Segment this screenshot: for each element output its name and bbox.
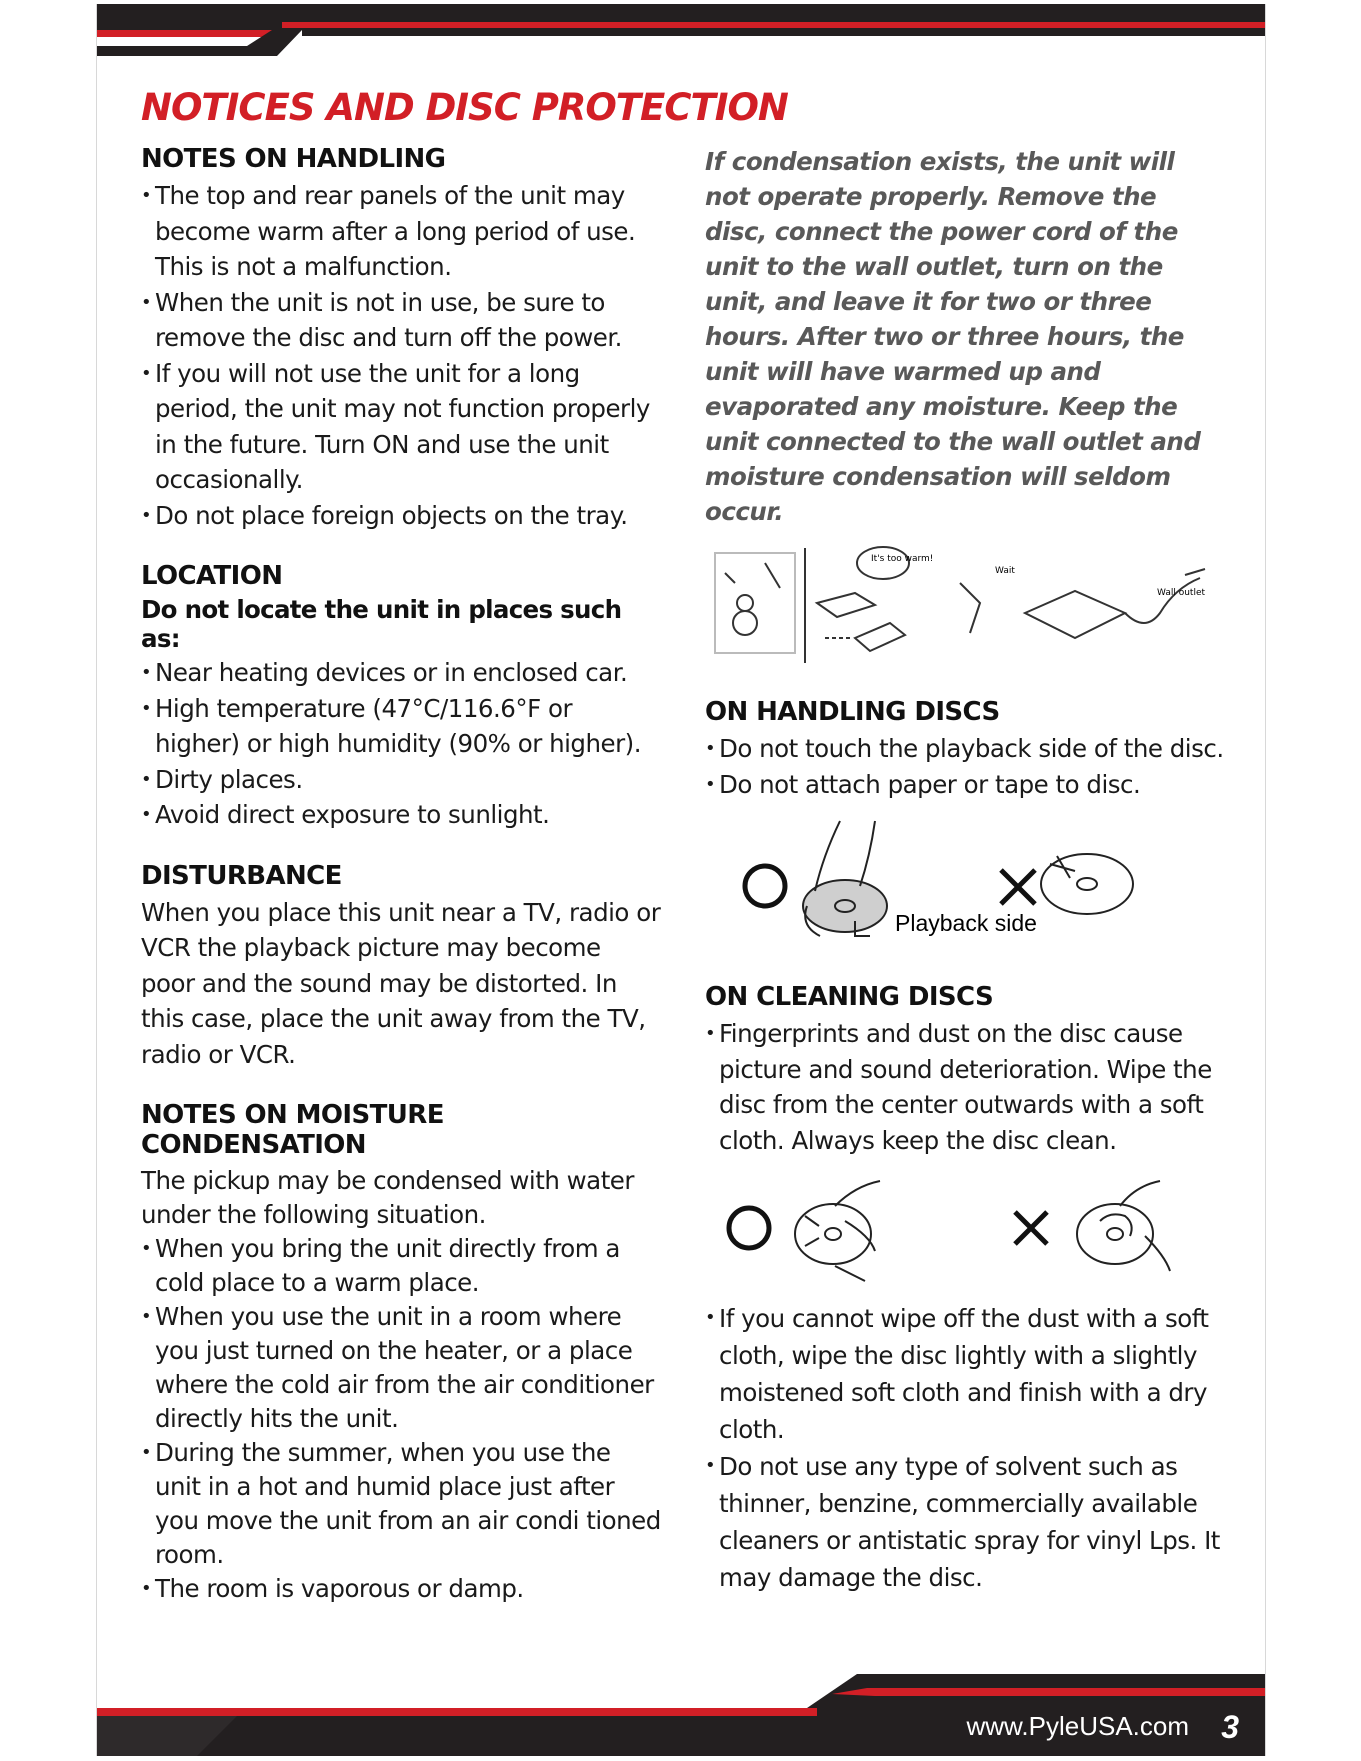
outlet-text: Wall outlet (1157, 588, 1206, 598)
ng-mark-icon (1015, 1212, 1047, 1244)
list-item: • The top and rear panels of the unit may become warm after a long period of use. This is not a malfunction. (141, 178, 661, 285)
disc-handling-illustration (705, 816, 1225, 966)
disc-handling-drawing (705, 816, 1225, 966)
header-band-graphic (97, 4, 1265, 58)
condensation-warning: If condensation exists, the unit will not operate properly. Remove the disc, connect the power cord of the unit to the wall outlet, turn on the unit, and leave it for two or three hours. After two or three hours, the unit will have warmed up and evaporated any moisture. Keep the unit connected to the wall outlet and moisture condensation will seldom occur. (705, 147, 1201, 526)
moisture-list (141, 1232, 661, 1606)
disc-cleaning-illustration (705, 1176, 1225, 1286)
moisture-heading: NOTES ON MOISTURE CONDENSATION (141, 1100, 444, 1160)
bubble-text: It's too warm! (871, 554, 934, 564)
list-item: • When you bring the unit directly from a cold place to a warm place. (141, 1232, 661, 1300)
list-item: • Do not use any type of solvent such as thinner, benzine, commercially available cleaners or antistatic spray for vinyl Lps. It may damage the disc. (705, 1448, 1225, 1596)
spacer (141, 533, 661, 561)
list-item: • Avoid direct exposure to sunlight. (141, 797, 661, 833)
footer-url[interactable]: www.PyleUSA.com (966, 1711, 1189, 1741)
ok-mark-icon (729, 1208, 769, 1248)
list-item: • Do not touch the playback side of the disc. (705, 731, 1225, 767)
list-item: • High temperature (47°C/116.6°F or higher) or high humidity (90% or higher). (141, 691, 661, 762)
disturbance-section (141, 861, 661, 1073)
location-list (141, 655, 661, 833)
handling-list (141, 178, 661, 533)
footer-band (97, 1666, 1265, 1756)
list-item: • During the summer, when you use the unit in a hot and humid place just after you move the unit from an air condi tioned room. (141, 1436, 661, 1572)
handling-discs-heading: ON HANDLING DISCS (705, 697, 1000, 727)
list-item: • Fingerprints and dust on the disc cause picture and sound deterioration. Wipe the disc from the center outwards with a soft cloth. Always keep the disc clean. (705, 1016, 1225, 1158)
playback-side-caption: Playback side (895, 910, 1037, 936)
condensation-drawing (705, 543, 1225, 673)
cleaning-discs-list (705, 1016, 1225, 1158)
notes-on-handling-section (141, 144, 661, 533)
list-item: • When the unit is not in use, be sure to remove the disc and turn off the power. (141, 285, 661, 356)
list-item: • Dirty places. (141, 762, 661, 798)
page-number: 3 (1221, 1709, 1239, 1745)
spacer (141, 1072, 661, 1100)
left-column (141, 144, 661, 1606)
moisture-intro: The pickup may be condensed with water under the following situation. (141, 1166, 634, 1229)
location-heading: LOCATION (141, 561, 283, 591)
disturbance-text: When you place this unit near a TV, radio or VCR the playback picture may become poor and the sound may be distorted. In this case, place the unit away from the TV, radio or VCR. (141, 897, 661, 1069)
disturbance-heading: DISTURBANCE (141, 860, 342, 891)
list-item: • When you use the unit in a room where you just turned on the heater, or a place where the cold air from the air conditioner directly hits the unit. (141, 1300, 661, 1436)
wait-text: Wait (995, 566, 1015, 576)
cleaning-discs-section (705, 982, 1225, 1158)
list-item: • If you will not use the unit for a long period, the unit may not function properly in the future. Turn ON and use the unit occasionally. (141, 356, 661, 498)
ng-mark-icon (1001, 870, 1035, 904)
condensation-illustration (705, 543, 1225, 683)
list-item: • Near heating devices or in enclosed car. (141, 655, 661, 691)
list-item: • Do not attach paper or tape to disc. (705, 767, 1225, 803)
manual-page (96, 4, 1266, 1756)
ok-mark-icon (745, 866, 785, 906)
cleaning-discs-list-2 (705, 1300, 1225, 1596)
location-subheading: Do not locate the unit in places such as: (141, 595, 622, 653)
handling-discs-section (705, 697, 1225, 802)
list-item: • Do not place foreign objects on the tray. (141, 498, 661, 534)
right-column (705, 144, 1225, 1596)
spacer (141, 833, 661, 861)
list-item: • If you cannot wipe off the dust with a soft cloth, wipe the disc lightly with a slightly moistened soft cloth and finish with a dry cloth. (705, 1300, 1225, 1448)
header-band (97, 4, 1265, 58)
list-item: • The room is vaporous or damp. (141, 1572, 661, 1606)
handling-discs-list (705, 731, 1225, 802)
moisture-section (141, 1100, 661, 1606)
page-title: NOTICES AND DISC PROTECTION (141, 86, 788, 129)
notes-on-handling-heading: NOTES ON HANDLING (141, 144, 446, 174)
disc-cleaning-drawing (705, 1176, 1225, 1286)
location-section (141, 561, 661, 833)
cleaning-discs-heading: ON CLEANING DISCS (705, 982, 994, 1012)
